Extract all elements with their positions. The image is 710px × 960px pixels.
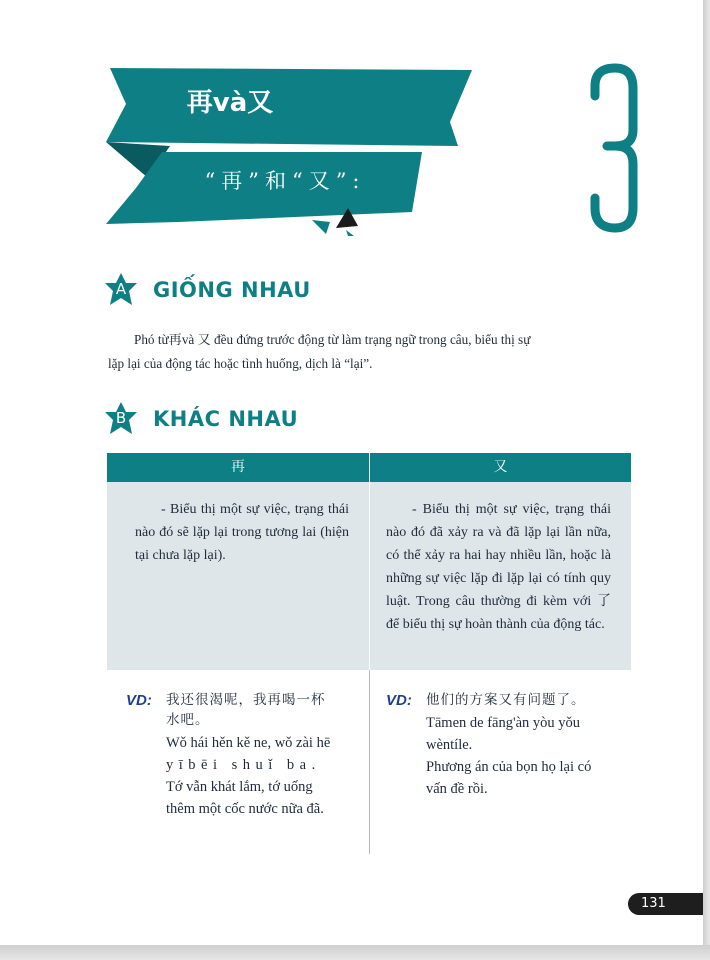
comparison-table-body xyxy=(107,482,631,670)
example-left-chinese-1: 我还很渴呢，我再喝一杯 xyxy=(166,692,326,708)
page-edge-right xyxy=(703,0,710,960)
comparison-table-header xyxy=(107,453,631,482)
example-right-vn-1: Phương án của bọn họ lại có xyxy=(426,759,592,775)
table-header-zai: 再 xyxy=(231,459,245,475)
page-number: 131 xyxy=(628,893,703,915)
chapter-number-glyph xyxy=(595,68,633,228)
intro-line-2: lặp lại của động tác hoặc tình huống, dịch là “lại”. xyxy=(108,356,373,371)
example-right-pinyin-2: wèntíle. xyxy=(426,737,473,753)
section-b-header xyxy=(103,401,663,441)
section-b-heading: KHÁC NHAU xyxy=(153,407,299,431)
table-cell-zai: - Biểu thị một sự việc, trạng thái nào đó sẽ lặp lại trong tương lai (hiện tại chưa lặp lại). xyxy=(135,502,349,563)
example-left-vn-1: Tớ vẫn khát lắm, tớ uống xyxy=(166,779,313,795)
banner-small-triangle xyxy=(312,220,330,234)
example-right-label: VD: xyxy=(386,692,412,709)
section-a-heading: GIỐNG NHAU xyxy=(153,278,311,302)
example-left-vn-2: thêm một cốc nước nữa đã. xyxy=(166,801,324,817)
example-left-label: VD: xyxy=(126,692,152,709)
example-left-chinese xyxy=(166,690,326,730)
example-divider xyxy=(369,670,370,854)
banner-tiny-triangle xyxy=(346,230,354,236)
example-left-pinyin-1: Wǒ hái hěn kě ne, wǒ zài hē xyxy=(166,735,331,751)
table-body-divider xyxy=(369,482,370,670)
page-edge-bottom xyxy=(0,945,710,960)
example-right xyxy=(386,690,626,810)
table-header-you: 又 xyxy=(493,459,508,475)
chapter-subtitle: “再”和“又”: xyxy=(204,169,366,193)
example-right-chinese-1: 他们的方案又有问题了。 xyxy=(426,692,586,708)
intro-line-1: Phó từ再và 又 đều đứng trước động từ làm trạng ngữ trong câu, biểu thị sự xyxy=(134,332,531,347)
chapter-number xyxy=(575,58,655,238)
intro-paragraph xyxy=(108,328,633,376)
section-a-header xyxy=(103,272,663,312)
example-right-translation xyxy=(426,712,591,800)
example-left-translation xyxy=(166,732,330,820)
example-right-vn-2: vấn đề rồi. xyxy=(426,781,488,797)
example-left-chinese-2: 水吧。 xyxy=(166,712,210,728)
example-right-pinyin-1: Tāmen de fāng'àn yòu yǒu xyxy=(426,715,581,731)
chapter-title: 再và又 xyxy=(186,88,274,118)
example-left-pinyin-2: yībēi shuǐ ba. xyxy=(166,757,321,773)
example-left xyxy=(126,690,356,830)
example-right-chinese xyxy=(426,690,586,710)
table-cell-you: - Biểu thị một sự việc, trạng thái nào đó đã xảy ra và đã lặp lại lần nữa, có thể xảy ra hai hay nhiều lần, hoặc là những sự việc lặp đi lặp lại có tính quy luật. Trong câu thường đi kèm với 了 để biểu thị sự hoàn thành của động tác. xyxy=(386,502,611,632)
section-a-letter: A xyxy=(115,280,127,298)
section-b-letter: B xyxy=(115,409,127,427)
